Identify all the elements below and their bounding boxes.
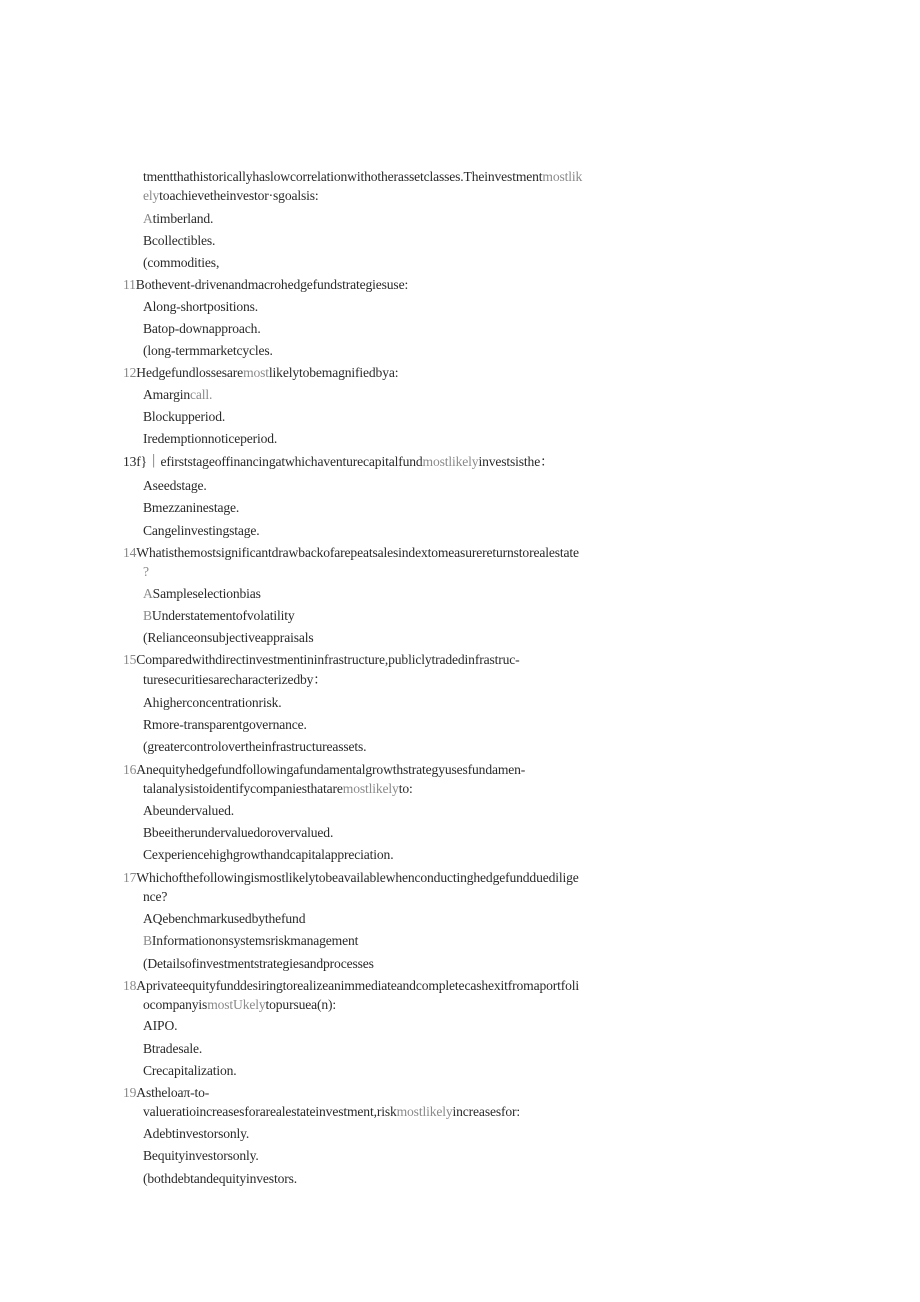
option-line (143, 955, 374, 973)
text-run: Sampleselectionbias (152, 586, 261, 601)
option-line (143, 1125, 249, 1143)
option-line (143, 607, 295, 625)
text-run: mostUkely (207, 997, 266, 1012)
text-run: valueratioincreasesforarealestateinvestment,risk (143, 1104, 397, 1119)
option-line (143, 386, 212, 404)
text-line (143, 563, 149, 581)
question-line (123, 453, 554, 471)
text-run: ely (143, 188, 160, 203)
text-run: (greatercontroloverthe (143, 739, 262, 754)
text-run: Cexperiencehighgrowthandcapitalappreciation. (143, 847, 394, 862)
text-run: most (243, 365, 269, 380)
option-line (143, 585, 261, 603)
text-run: 17 (123, 870, 137, 885)
text-run: 12 (123, 365, 137, 380)
text-run: talanalysistoidentifycompaniesthatare (143, 781, 343, 796)
text-run: ocompanyis (143, 997, 208, 1012)
text-line (143, 780, 413, 798)
question-line (123, 977, 579, 995)
text-run: mostlikely (342, 781, 399, 796)
text-run: Bbeeitherundervaluedorovervalued. (143, 825, 334, 840)
text-run: Astheloaπ-to- (136, 1085, 210, 1100)
option-line (143, 1147, 259, 1165)
text-run: Amargin (143, 387, 191, 402)
option-line (143, 932, 358, 950)
text-line (143, 888, 167, 906)
text-run: Anequityhedgefundfollowingafundamentalgrowthstrategyusesfundamen- (136, 762, 526, 777)
option-line (143, 629, 314, 647)
option-line (143, 408, 225, 426)
question-line (123, 869, 579, 887)
text-run: 11 (123, 277, 136, 292)
text-run: Crecapitalization. (143, 1063, 237, 1078)
option-line (143, 910, 305, 928)
text-line (143, 671, 327, 689)
option-line (143, 1062, 237, 1080)
option-line (143, 320, 261, 338)
text-run: Batop-downapproach. (143, 321, 261, 336)
option-line (143, 522, 260, 540)
text-run: Rmore-transparentgovernance. (143, 717, 307, 732)
text-run: Btradesale. (143, 1041, 203, 1056)
text-run: 19 (123, 1085, 137, 1100)
text-run: Whatisthemostsignificantdrawbackofarepeatsalesindextomeasurereturnstorealestate (136, 545, 579, 560)
option-line (143, 499, 239, 517)
text-run: 13f}｜efirststageoffinancingatwhichaventurecapitalfund (123, 454, 423, 469)
option-line (143, 824, 333, 842)
question-line (123, 761, 525, 779)
text-run: Understatementofvolatility (151, 608, 295, 623)
question-line (123, 1084, 209, 1102)
text-run: mostlik (542, 169, 583, 184)
text-run: (bothdebtandequityinvestors. (143, 1171, 297, 1186)
text-line (143, 187, 319, 205)
option-line (143, 802, 234, 820)
text-run: Ahigherconcentrationrisk. (143, 695, 282, 710)
option-line (143, 716, 307, 734)
text-run: Adebtinvestorsonly. (143, 1126, 250, 1141)
option-line (143, 694, 282, 712)
text-run: Bothevent-drivenandmacrohedgefundstrategiesuse: (135, 277, 409, 292)
text-run: Hedgefundlossesare (136, 365, 244, 380)
question-line (123, 544, 579, 562)
text-line (143, 996, 336, 1014)
text-run: timberland. (152, 211, 214, 226)
text-run: 18 (123, 978, 137, 993)
text-run: (Relianceonsubjectiveappraisals (143, 630, 314, 645)
text-run: AQe (143, 911, 169, 926)
text-run: (long-termmarketcycles. (143, 343, 273, 358)
text-run: benchmarkusedbythefund (168, 911, 306, 926)
text-run: B (143, 933, 152, 948)
text-run: investment (484, 169, 543, 184)
text-run: turesecuritiesarecharacterizedby： (143, 672, 327, 687)
text-run: Bcollectibles. (143, 233, 216, 248)
text-run: Aseedstage. (143, 478, 207, 493)
text-run: AIPO. (143, 1018, 178, 1033)
text-run: mostlikely (422, 454, 479, 469)
question-line (123, 276, 408, 294)
text-run: topursuea(n): (265, 997, 337, 1012)
option-line (143, 254, 219, 272)
text-run: ? (143, 564, 149, 579)
text-run: Aprivateequityfunddesiringtorealizeanimmediateandcompletecashexitfromaportfoli (136, 978, 580, 993)
option-line (143, 1040, 202, 1058)
option-line (143, 342, 273, 360)
option-line (143, 738, 366, 756)
option-line (143, 210, 213, 228)
text-run: 15 (123, 652, 137, 667)
text-run: 14 (123, 545, 137, 560)
text-run: Blockupperiod. (143, 409, 226, 424)
text-run: nce? (143, 889, 168, 904)
text-run: Abeundervalued. (143, 803, 234, 818)
text-run: (commodities, (143, 255, 220, 270)
text-run: Cangelinvestingstage. (143, 523, 260, 538)
option-line (143, 477, 207, 495)
text-run: tmentthathistoricallyhaslowcorrelationwithotherassetclasses.The (143, 169, 485, 184)
text-run: Bmezzaninestage. (143, 500, 240, 515)
text-run: Whichofthefollowingismostlikelytobeavailablewhenconductinghedgefundduedilige (136, 870, 579, 885)
text-run: B (143, 608, 152, 623)
text-run: mostlikely (396, 1104, 453, 1119)
text-run: Iredemptionnoticeperiod. (143, 431, 278, 446)
text-run: toachievetheinvestor·sgoalsis: (159, 188, 319, 203)
text-line (143, 1103, 520, 1121)
text-run: investsisthe： (478, 454, 554, 469)
text-line (143, 168, 582, 186)
text-run: A (143, 586, 153, 601)
option-line (143, 1017, 177, 1035)
question-line (123, 651, 520, 669)
text-run: Along-shortpositions. (143, 299, 259, 314)
text-run: increasesfor: (452, 1104, 521, 1119)
text-run: to: (398, 781, 413, 796)
text-run: call. (190, 387, 213, 402)
text-run: infrastructureassets. (261, 739, 367, 754)
text-run: Bequityinvestorsonly. (143, 1148, 259, 1163)
text-run: Comparedwithdirectinvestmentininfrastructure,publiclytradedinfrastruc- (136, 652, 520, 667)
option-line (143, 1170, 297, 1188)
text-run: (Detailsofinvestmentstrategiesandprocesses (143, 956, 374, 971)
question-line (123, 364, 398, 382)
option-line (143, 298, 258, 316)
text-run: Informationonsystemsriskmanagement (151, 933, 359, 948)
option-line (143, 232, 215, 250)
text-run: 16 (123, 762, 137, 777)
text-run: A (143, 211, 153, 226)
text-run: likelytobemagnifiedbya: (268, 365, 399, 380)
option-line (143, 430, 277, 448)
option-line (143, 846, 393, 864)
